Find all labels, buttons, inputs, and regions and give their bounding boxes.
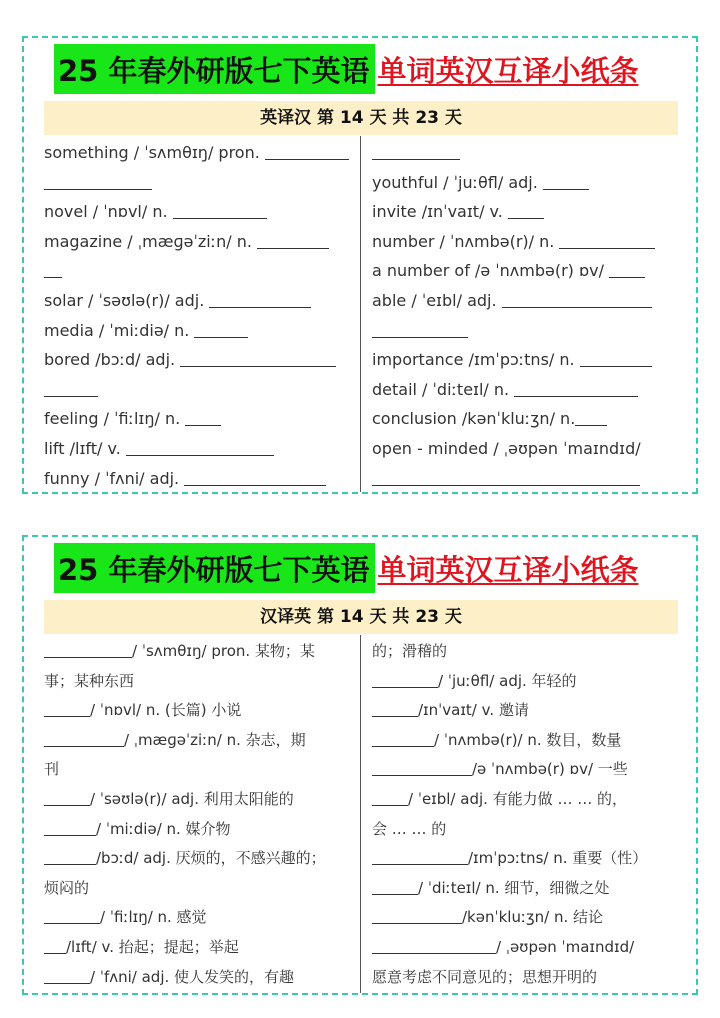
vocab-line: / ˈsəʊlə(r)/ adj. 利用太阳能的 [44, 785, 356, 815]
right-column [372, 637, 672, 992]
card-title [54, 543, 638, 593]
vocab-line: / ˈdiːteɪl/ n. 细节，细微之处 [372, 874, 672, 904]
vocab-line: / ˈsʌmθɪŋ/ pron. 某物；某 [44, 637, 356, 667]
vocab-line: detail / ˈdiːteɪl/ n. [372, 375, 672, 405]
vocab-line: lift /lɪft/ v. [44, 434, 356, 464]
vocab-line: / ˌmæɡəˈziːn/ n. 杂志，期 [44, 726, 356, 756]
vocab-line: solar / ˈsəʊlə(r)/ adj. [44, 286, 356, 316]
vocab-line: /ə ˈnʌmbə(r) ɒv/ 一些 [372, 755, 672, 785]
vocab-line: youthful / ˈjuːθfl/ adj. [372, 168, 672, 198]
vocab-line: / ˈmiːdiə/ n. 媒介物 [44, 815, 356, 845]
vocab-line [44, 375, 356, 405]
vocab-line: / ˈnʌmbə(r)/ n. 数目，数量 [372, 726, 672, 756]
title-highlight: 25 年春外研版七下英语 [54, 44, 375, 94]
vocab-line: / ˈeɪbl/ adj. 有能力做 … … 的， [372, 785, 672, 815]
worksheet-card-cn-to-en [22, 535, 698, 995]
column-divider [360, 635, 361, 993]
vocab-line: /lɪft/ v. 抬起；提起；举起 [44, 933, 356, 963]
right-column [372, 138, 672, 493]
vocab-line: / ˈfiːlɪŋ/ n. 感觉 [44, 903, 356, 933]
vocab-line: /ɪmˈpɔːtns/ n. 重要（性） [372, 844, 672, 874]
vocab-line [44, 256, 356, 286]
vocab-line: / ˈjuːθfl/ adj. 年轻的 [372, 667, 672, 697]
vocab-line: invite /ɪnˈvaɪt/ v. [372, 197, 672, 227]
vocab-line: magazine / ˌmæɡəˈziːn/ n. [44, 227, 356, 257]
vocab-line: conclusion /kənˈkluːʒn/ n. [372, 404, 672, 434]
title-highlight: 25 年春外研版七下英语 [54, 543, 375, 593]
vocab-line [372, 138, 672, 168]
vocab-line: bored /bɔːd/ adj. [44, 345, 356, 375]
vocab-line: /ɪnˈvaɪt/ v. 邀请 [372, 696, 672, 726]
day-banner: 英译汉 第 14 天 共 23 天 [44, 101, 678, 135]
vocab-line: importance /ɪmˈpɔːtns/ n. [372, 345, 672, 375]
vocab-line: / ˈfʌni/ adj. 使人发笑的，有趣 [44, 963, 356, 993]
left-column [44, 637, 356, 992]
vocab-line: 事；某种东西 [44, 671, 135, 690]
vocab-line: / ˈnɒvl/ n. (长篇) 小说 [44, 696, 356, 726]
title-red: 单词英汉互译小纸条 [377, 552, 639, 587]
vocab-line: / ˌəʊpən ˈmaɪndɪd/ [372, 933, 672, 963]
left-column [44, 138, 356, 493]
vocab-line [372, 316, 672, 346]
vocab-line: number / ˈnʌmbə(r)/ n. [372, 227, 672, 257]
vocab-line: open - minded / ˌəʊpən ˈmaɪndɪd/ [372, 438, 641, 458]
vocab-line [44, 168, 356, 198]
vocab-line: a number of /ə ˈnʌmbə(r) ɒv/ [372, 256, 672, 286]
vocab-line: able / ˈeɪbl/ adj. [372, 286, 672, 316]
vocab-line: /bɔːd/ adj. 厌烦的，不感兴趣的； [44, 844, 356, 874]
vocab-line: 烦闷的 [44, 878, 90, 897]
vocab-line: 愿意考虑不同意见的；思想开明的 [372, 967, 598, 986]
vocab-line: something / ˈsʌmθɪŋ/ pron. [44, 138, 356, 168]
vocab-line: 会 … … 的 [372, 819, 447, 838]
vocab-line: funny / ˈfʌni/ adj. [44, 464, 356, 494]
vocab-line: /kənˈkluːʒn/ n. 结论 [372, 903, 672, 933]
vocab-line [372, 464, 672, 494]
column-divider [360, 136, 361, 492]
vocab-line: feeling / ˈfiːlɪŋ/ n. [44, 404, 356, 434]
worksheet-card-en-to-cn [22, 36, 698, 494]
day-banner: 汉译英 第 14 天 共 23 天 [44, 600, 678, 634]
card-title [54, 44, 638, 94]
vocab-line: 的；滑稽的 [372, 642, 448, 660]
title-red: 单词英汉互译小纸条 [377, 53, 639, 88]
vocab-line: 刊 [44, 760, 60, 779]
vocab-line: media / ˈmiːdiə/ n. [44, 316, 356, 346]
vocab-line: novel / ˈnɒvl/ n. [44, 197, 356, 227]
